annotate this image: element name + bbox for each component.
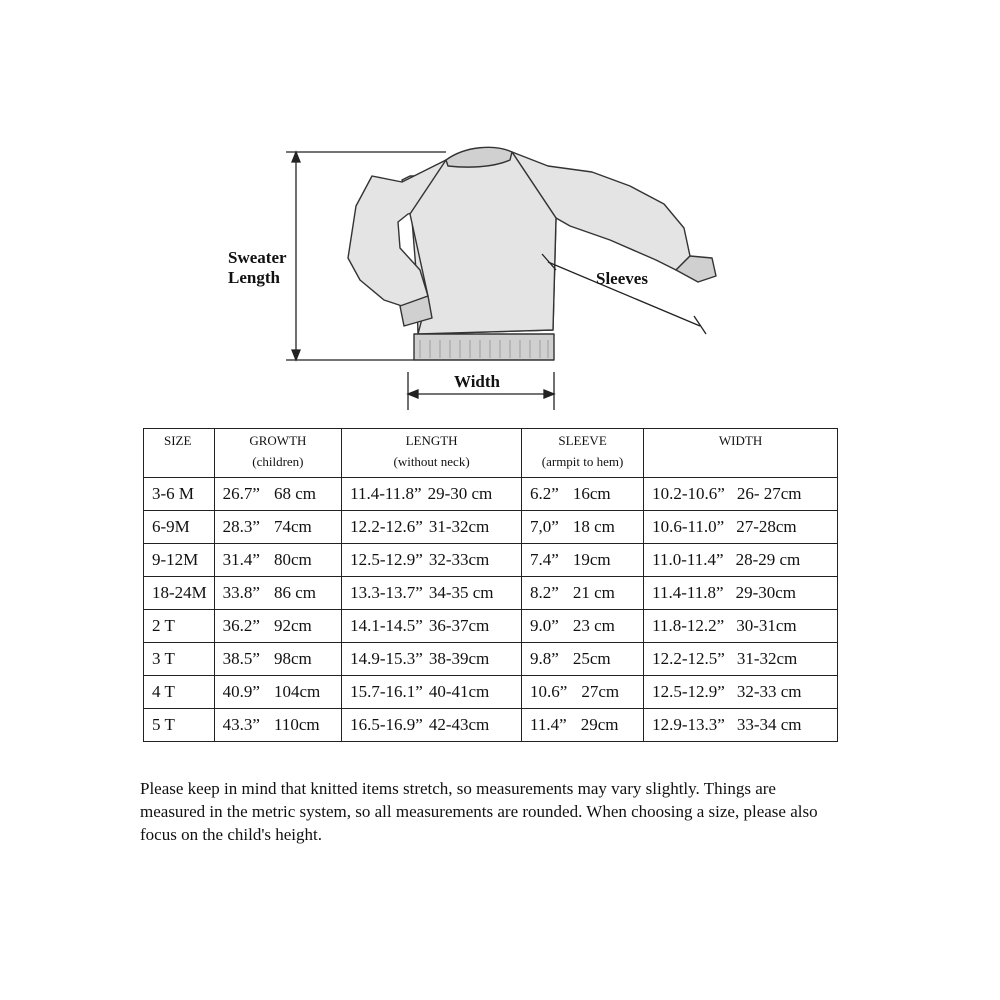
table-cell-size bbox=[144, 676, 215, 709]
cell-value-growth-in: 28.3” bbox=[222, 517, 260, 536]
table-row bbox=[144, 709, 838, 742]
header-length-sub: (without neck) bbox=[393, 454, 470, 469]
cell-value-growth-in: 26.7” bbox=[222, 484, 260, 503]
cell-value-growth-in: 31.4” bbox=[222, 550, 260, 569]
cell-value-sleeve-cm: 16cm bbox=[572, 484, 611, 503]
table-cell-width bbox=[644, 478, 838, 511]
cell-value-sleeve-in: 8.2” bbox=[530, 583, 559, 602]
table-row bbox=[144, 544, 838, 577]
cell-value-sleeve-cm: 19cm bbox=[572, 550, 611, 569]
cell-value-width-in: 12.5-12.9” bbox=[652, 682, 725, 701]
cell-value-sleeve-cm: 27cm bbox=[581, 682, 620, 701]
size-chart-table bbox=[143, 428, 838, 742]
table-cell-length bbox=[342, 478, 522, 511]
table-cell-growth bbox=[214, 478, 341, 511]
cell-value-size: 9-12M bbox=[152, 550, 199, 569]
cell-value-length-in: 16.5-16.9” bbox=[350, 715, 423, 734]
table-cell-width bbox=[644, 610, 838, 643]
cell-value-length-in: 15.7-16.1” bbox=[350, 682, 423, 701]
cell-value-length-cm: 38-39cm bbox=[428, 649, 490, 668]
table-cell-length bbox=[342, 511, 522, 544]
cell-value-sleeve-in: 9.0” bbox=[530, 616, 559, 635]
header-size-title: SIZE bbox=[164, 433, 192, 448]
table-cell-sleeve bbox=[522, 478, 644, 511]
header-growth bbox=[214, 429, 341, 478]
cell-value-growth-cm: 80cm bbox=[273, 550, 312, 569]
cell-value-sleeve-in: 7.4” bbox=[530, 550, 559, 569]
cell-value-sleeve-in: 6.2” bbox=[530, 484, 559, 503]
cell-value-width-in: 12.9-13.3” bbox=[652, 715, 725, 734]
cell-value-length-in: 12.5-12.9” bbox=[350, 550, 423, 569]
cell-value-size: 18-24M bbox=[152, 583, 207, 602]
sweater-illustration bbox=[0, 0, 1000, 420]
cell-value-growth-cm: 110cm bbox=[273, 715, 320, 734]
header-sleeve-title: SLEEVE bbox=[558, 433, 607, 448]
table-header-row bbox=[144, 429, 838, 478]
cell-value-width-cm: 26- 27cm bbox=[736, 484, 802, 503]
cell-value-width-in: 11.8-12.2” bbox=[652, 616, 725, 635]
cell-value-growth-in: 40.9” bbox=[222, 682, 260, 701]
header-size bbox=[144, 429, 215, 478]
table-cell-growth bbox=[214, 676, 341, 709]
table-cell-size bbox=[144, 511, 215, 544]
cell-value-width-cm: 29-30cm bbox=[735, 583, 796, 602]
cell-value-size: 6-9M bbox=[152, 517, 190, 536]
header-sleeve bbox=[522, 429, 644, 478]
cell-value-length-in: 14.9-15.3” bbox=[350, 649, 423, 668]
cell-value-sleeve-in: 11.4” bbox=[530, 715, 567, 734]
table-cell-size bbox=[144, 709, 215, 742]
table-cell-width bbox=[644, 709, 838, 742]
table-cell-width bbox=[644, 676, 838, 709]
cell-value-size: 4 T bbox=[152, 682, 175, 701]
table-cell-size bbox=[144, 544, 215, 577]
table-cell-growth bbox=[214, 643, 341, 676]
table-cell-size bbox=[144, 643, 215, 676]
cell-value-length-cm: 40-41cm bbox=[428, 682, 490, 701]
table-cell-width bbox=[644, 643, 838, 676]
cell-value-length-in: 12.2-12.6” bbox=[350, 517, 423, 536]
measurement-note: Please keep in mind that knitted items stretch, so measurements may vary slightly. Things are measured in the metric system, so all measurements are rounded. When choosing a size, please also focus on the child's height. bbox=[140, 779, 818, 844]
cell-value-growth-in: 33.8” bbox=[222, 583, 260, 602]
cell-value-growth-in: 38.5” bbox=[222, 649, 260, 668]
table-cell-width bbox=[644, 577, 838, 610]
table-cell-sleeve bbox=[522, 544, 644, 577]
cell-value-length-cm: 31-32cm bbox=[428, 517, 490, 536]
table-row bbox=[144, 676, 838, 709]
cell-value-width-cm: 33-34 cm bbox=[736, 715, 802, 734]
table-cell-growth bbox=[214, 610, 341, 643]
table-cell-growth bbox=[214, 709, 341, 742]
header-growth-title: GROWTH bbox=[249, 433, 307, 448]
header-width-title: WIDTH bbox=[718, 433, 763, 448]
table-row bbox=[144, 643, 838, 676]
cell-value-sleeve-cm: 29cm bbox=[580, 715, 619, 734]
table-cell-length bbox=[342, 709, 522, 742]
sweater-length-label bbox=[228, 248, 298, 288]
table-row bbox=[144, 511, 838, 544]
table-row bbox=[144, 610, 838, 643]
width-label: Width bbox=[454, 372, 500, 391]
table-cell-length bbox=[342, 610, 522, 643]
cell-value-length-in: 14.1-14.5” bbox=[350, 616, 423, 635]
cell-value-width-in: 12.2-12.5” bbox=[652, 649, 725, 668]
sweater-length-label-line1: Sweater bbox=[228, 248, 287, 267]
cell-value-width-in: 11.0-11.4” bbox=[652, 550, 724, 569]
cell-value-length-cm: 42-43cm bbox=[428, 715, 490, 734]
cell-value-width-cm: 30-31cm bbox=[736, 616, 797, 635]
sleeves-label: Sleeves bbox=[596, 269, 648, 288]
table-cell-size bbox=[144, 610, 215, 643]
table-cell-size bbox=[144, 577, 215, 610]
cell-value-sleeve-cm: 23 cm bbox=[572, 616, 615, 635]
table-cell-sleeve bbox=[522, 643, 644, 676]
header-length-title: LENGTH bbox=[405, 433, 458, 448]
table-cell-length bbox=[342, 544, 522, 577]
table-row bbox=[144, 478, 838, 511]
sweater-diagram bbox=[0, 0, 1000, 420]
cell-value-growth-cm: 98cm bbox=[273, 649, 312, 668]
cell-value-length-in: 13.3-13.7” bbox=[350, 583, 423, 602]
table-cell-size bbox=[144, 478, 215, 511]
header-length bbox=[342, 429, 522, 478]
header-growth-sub: (children) bbox=[252, 454, 304, 469]
table-cell-sleeve bbox=[522, 709, 644, 742]
cell-value-length-cm: 29-30 cm bbox=[427, 484, 493, 503]
cell-value-growth-cm: 104cm bbox=[273, 682, 321, 701]
cell-value-size: 2 T bbox=[152, 616, 175, 635]
cell-value-width-cm: 32-33 cm bbox=[736, 682, 802, 701]
table-cell-width bbox=[644, 544, 838, 577]
header-sleeve-sub: (armpit to hem) bbox=[541, 454, 624, 469]
cell-value-width-cm: 28-29 cm bbox=[735, 550, 801, 569]
cell-value-length-cm: 32-33cm bbox=[428, 550, 490, 569]
cell-value-size: 3 T bbox=[152, 649, 175, 668]
cell-value-growth-cm: 86 cm bbox=[273, 583, 316, 602]
cell-value-width-cm: 27-28cm bbox=[736, 517, 797, 536]
cell-value-sleeve-in: 7,0” bbox=[530, 517, 559, 536]
table-body bbox=[144, 478, 838, 742]
cell-value-sleeve-cm: 18 cm bbox=[572, 517, 615, 536]
sweater-length-label-line2: Length bbox=[228, 268, 280, 287]
table-row bbox=[144, 577, 838, 610]
table-cell-growth bbox=[214, 511, 341, 544]
cell-value-length-cm: 36-37cm bbox=[428, 616, 490, 635]
cell-value-width-in: 11.4-11.8” bbox=[652, 583, 724, 602]
cell-value-length-in: 11.4-11.8” bbox=[350, 484, 422, 503]
cell-value-growth-in: 43.3” bbox=[222, 715, 260, 734]
cell-value-sleeve-in: 9.8” bbox=[530, 649, 559, 668]
table-cell-sleeve bbox=[522, 577, 644, 610]
table-cell-length bbox=[342, 643, 522, 676]
cell-value-size: 5 T bbox=[152, 715, 175, 734]
table-cell-width bbox=[644, 511, 838, 544]
cell-value-growth-cm: 68 cm bbox=[273, 484, 316, 503]
header-width bbox=[644, 429, 838, 478]
table-cell-length bbox=[342, 577, 522, 610]
cell-value-sleeve-in: 10.6” bbox=[530, 682, 568, 701]
cell-value-size: 3-6 M bbox=[152, 484, 195, 503]
cell-value-sleeve-cm: 21 cm bbox=[572, 583, 615, 602]
cell-value-sleeve-cm: 25cm bbox=[572, 649, 611, 668]
cell-value-growth-cm: 92cm bbox=[273, 616, 312, 635]
table-cell-sleeve bbox=[522, 511, 644, 544]
cell-value-width-in: 10.2-10.6” bbox=[652, 484, 725, 503]
cell-value-length-cm: 34-35 cm bbox=[428, 583, 494, 602]
table-cell-growth bbox=[214, 544, 341, 577]
cell-value-width-in: 10.6-11.0” bbox=[652, 517, 725, 536]
cell-value-growth-in: 36.2” bbox=[222, 616, 260, 635]
table-cell-sleeve bbox=[522, 676, 644, 709]
cell-value-growth-cm: 74cm bbox=[273, 517, 312, 536]
table-cell-length bbox=[342, 676, 522, 709]
table-cell-growth bbox=[214, 577, 341, 610]
cell-value-width-cm: 31-32cm bbox=[736, 649, 798, 668]
table-cell-sleeve bbox=[522, 610, 644, 643]
